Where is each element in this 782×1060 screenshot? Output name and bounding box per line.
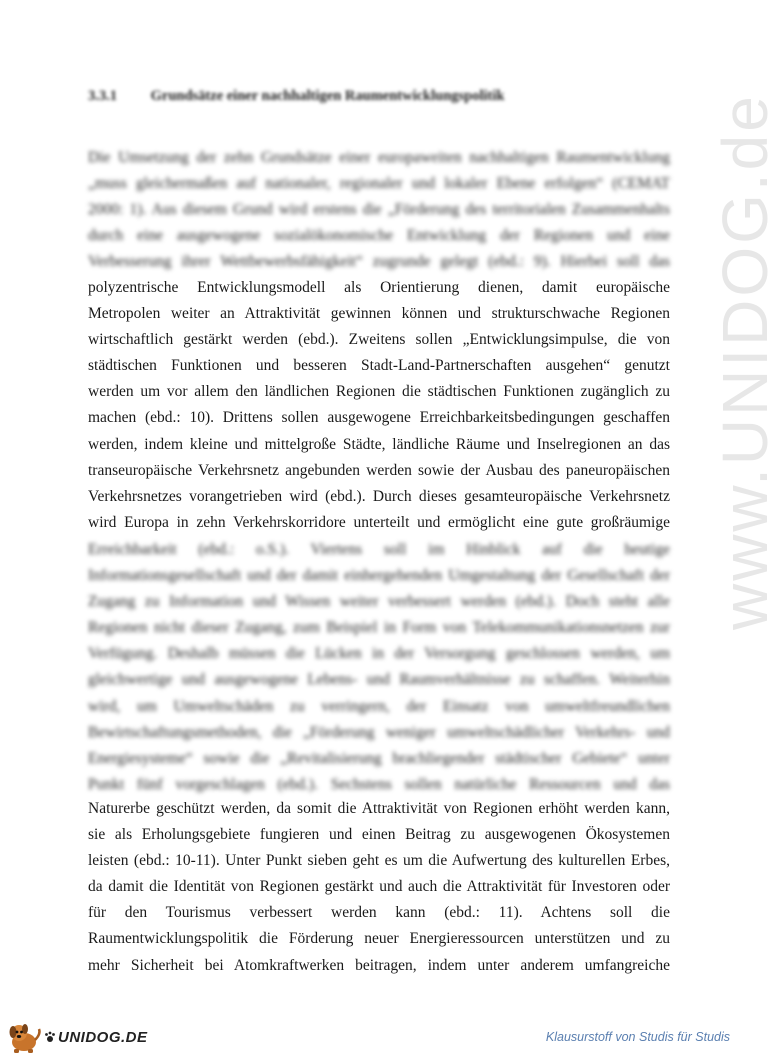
text-line: wird, um Umweltschäden zu verringern, der Einsatz von umweltfreundlichen (88, 697, 670, 715)
section-number: 3.3.1 (88, 88, 117, 104)
text-line: städtischen Funktionen und besseren Stadt-Land-Partnerschaften ausgehen“ genutzt (88, 357, 670, 375)
text-line: gleichwertige und ausgewogene Lebens- und Raumverhältnisse zu schaffen. Weiterhin (88, 671, 670, 689)
text-line: 2000: 1). Aus diesem Grund wird erstens die „Förderung des territorialen Zusammenhalts (88, 201, 670, 219)
text-line: leisten (ebd.: 10-11). Unter Punkt sieben geht es um die Aufwertung des kulturellen Erbes, (88, 852, 670, 870)
text-line: Punkt fünf vorgeschlagen (ebd.). Sechstens sollen natürliche Ressourcen und das (88, 775, 670, 793)
footer-tagline: Klausurstoff von Studis für Studis (545, 1030, 730, 1044)
text-line: Raumentwicklungspolitik die Förderung neuer Energieressourcen unterstützen und zu (88, 930, 670, 948)
text-line: wird Europa in zehn Verkehrskorridore unterteilt und ermöglicht eine gute großräumige (88, 513, 670, 531)
text-line: da damit die Identität von Regionen gestärkt und auch die Attraktivität für Investoren oder (88, 878, 670, 896)
text-line: Verbesserung ihrer Wettbewerbsfähigkeit“ zugrunde gelegt (ebd.: 9). Hierbei soll das (88, 253, 670, 271)
text-line: für den Tourismus verbessert werden kann (ebd.: 11). Achtens soll die (88, 904, 670, 922)
text-line: transeuropäische Verkehrsnetz angebunden werden sowie der Ausbau des paneuropäischen (88, 461, 670, 479)
text-line: Zugang zu Information und Wissen weiter verbessert werden (ebd.). Doch steht alle (88, 593, 670, 611)
dog-icon (4, 1020, 44, 1054)
text-line: Informationsgesellschaft und der damit einhergehenden Umgestaltung der Gesellschaft der (88, 567, 670, 585)
text-line: Metropolen weiter an Attraktivität gewinnen können und strukturschwache Regionen (88, 305, 670, 323)
text-line: sie als Erholungsgebiete fungieren und einen Beitrag zu ausgewogenen Ökosystemen (88, 826, 670, 844)
paragraph-blurred-top (88, 145, 670, 275)
text-line: Verfügung. Deshalb müssen die Lücken in der Versorgung geschlossen werden, um (88, 645, 670, 663)
paw-icon (44, 1031, 56, 1043)
text-line: werden um vor allem den ländlichen Regionen die städtischen Funktionen zugänglich zu (88, 383, 670, 401)
section-heading (88, 88, 504, 105)
text-line: Bewirtschaftungsmethoden, die „Förderung weniger umweltschädlicher Verkehrs- und (88, 723, 670, 741)
text-line: Energiesysteme“ sowie die „Revitalisierung brachliegender städtischer Gebiete“ unter (88, 749, 670, 767)
text-line: Die Umsetzung der zehn Grundsätze einer europaweiten nachhaltigen Raumentwicklung (88, 149, 670, 166)
paragraph-visible-middle (88, 275, 670, 536)
text-line: Erreichbarkeit (ebd.: o.S.). Viertens soll im Hinblick auf die heutige (88, 541, 670, 558)
text-line: „muss gleichermaßen auf nationaler, regionaler und lokaler Ebene erfolgen“ (CEMAT (88, 175, 670, 193)
unidog-logo[interactable] (4, 1020, 164, 1054)
paragraph-visible-bottom (88, 796, 670, 979)
text-line: Regionen nicht dieser Zugang, zum Beispiel in Form von Telekommunikationsnetzen zur (88, 619, 670, 637)
watermark: www.UNIDOG.de (709, 93, 781, 630)
logo-text: UNIDOG.DE (58, 1028, 148, 1046)
text-line: wirtschaftlich gestärkt werden (ebd.). Zweitens sollen „Entwicklungsimpulse, die von (88, 331, 670, 349)
text-line: machen (ebd.: 10). Drittens sollen ausgewogene Erreichbarkeitsbedingungen geschaffen (88, 409, 670, 427)
text-line: Verkehrsnetzes vorangetrieben wird (ebd.). Durch dieses gesamteuropäische Verkehrsnetz (88, 487, 670, 505)
text-line: mehr Sicherheit bei Atomkraftwerken beitragen, indem unter anderem umfangreiche (88, 956, 670, 974)
section-title: Grundsätze einer nachhaltigen Raumentwicklungspolitik (150, 88, 505, 104)
text-line: Naturerbe geschützt werden, da somit die Attraktivität von Regionen erhöht werden kann, (88, 800, 670, 817)
text-line: durch eine ausgewogene sozialökonomische Entwicklung der Regionen und eine (88, 227, 670, 245)
text-line: werden, indem kleine und mittelgroße Städte, ländliche Räume und Inselregionen an das (88, 435, 670, 453)
paragraph-blurred-middle (88, 537, 670, 798)
text-line: polyzentrische Entwicklungsmodell als Orientierung dienen, damit europäische (88, 279, 670, 296)
